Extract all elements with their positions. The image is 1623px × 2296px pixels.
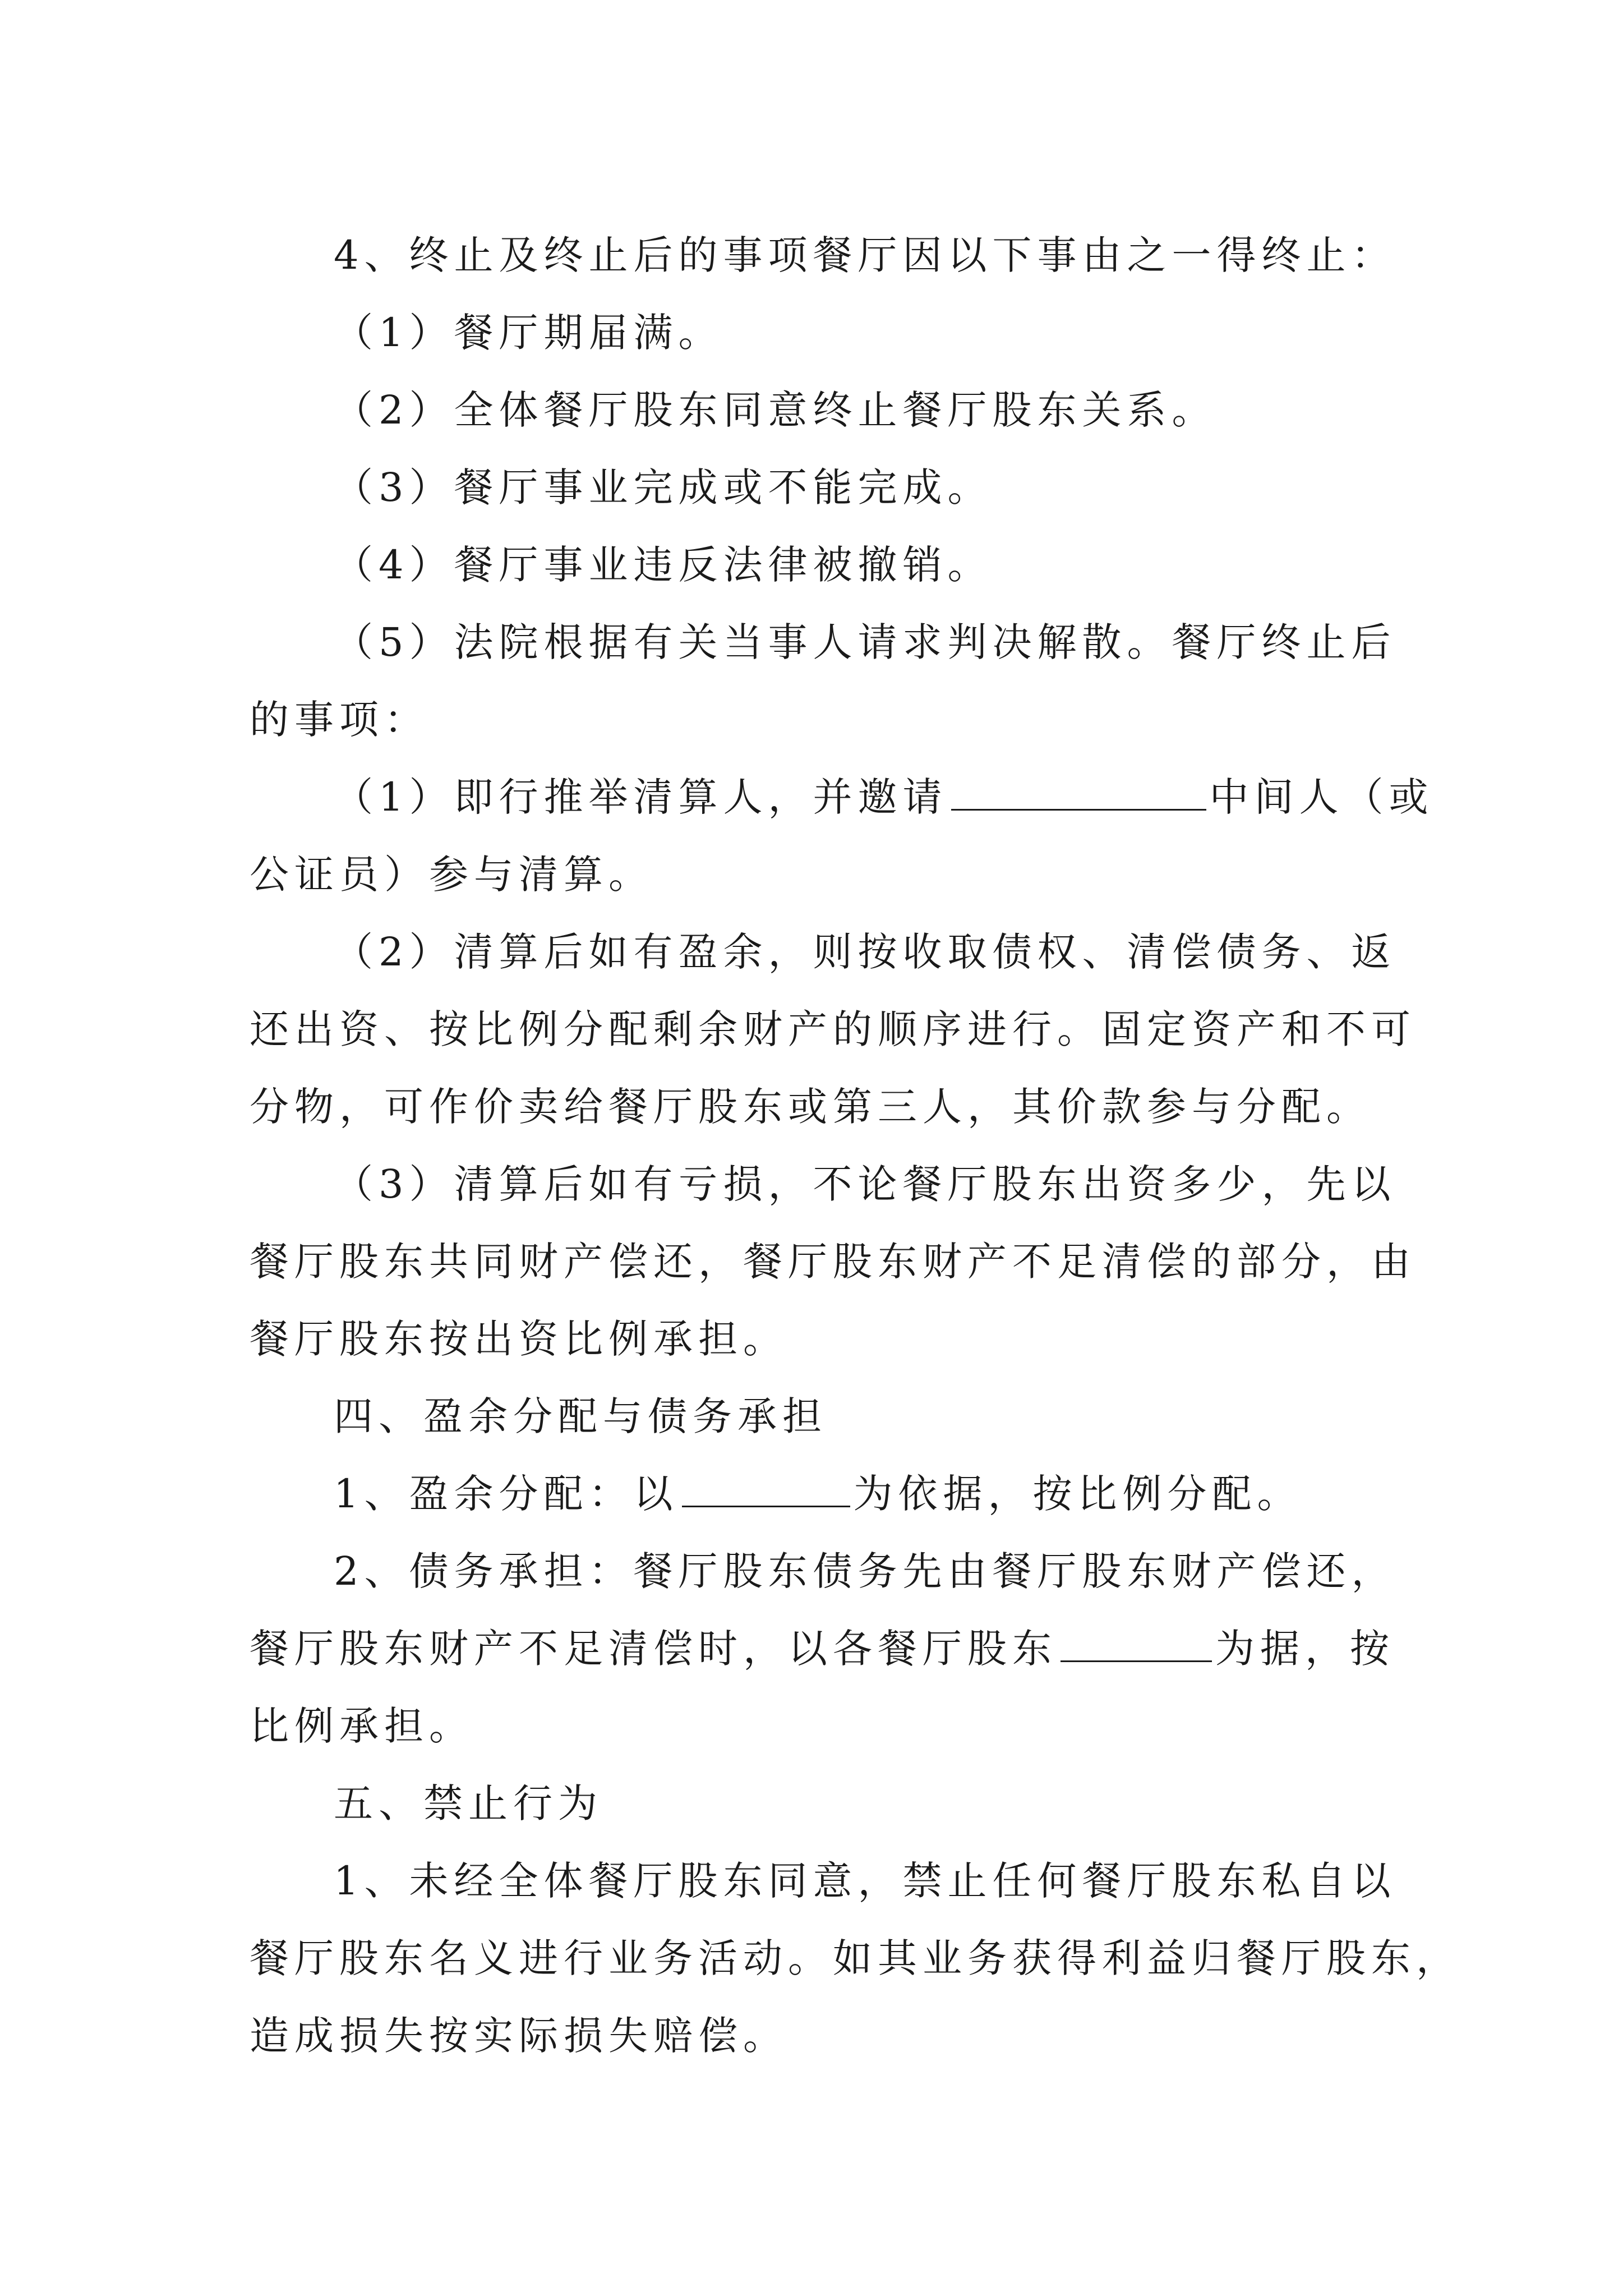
text-segment: 1、盈余分配：以 — [334, 1471, 679, 1517]
document-body — [250, 217, 1461, 2074]
text-line: （5）法院根据有关当事人请求判决解散。餐厅终止后 — [334, 619, 1396, 665]
text-segment: 为据，按 — [1215, 1626, 1395, 1672]
text-line: 造成损失按实际损失赔偿。 — [250, 2013, 788, 2059]
fill-in-blank — [951, 762, 1206, 811]
text-line-with-blank — [250, 1610, 1395, 1687]
text-line-with-blank — [250, 758, 1434, 836]
text-segment: 中间人（或 — [1209, 774, 1434, 820]
fill-in-blank — [682, 1458, 850, 1507]
text-line: 的事项： — [250, 697, 429, 743]
text-line: 2、债务承担：餐厅股东债务先由餐厅股东财产偿还， — [334, 1548, 1396, 1594]
text-line: （2）清算后如有盈余，则按收取债权、清偿债务、返 — [334, 929, 1396, 975]
section-heading: 五、禁止行为 — [334, 1780, 603, 1826]
text-segment: （1）即行推举清算人，并邀请 — [334, 774, 948, 820]
text-line: 餐厅股东名义进行业务活动。如其业务获得利益归餐厅股东， — [250, 1935, 1461, 1981]
text-line: （2）全体餐厅股东同意终止餐厅股东关系。 — [334, 387, 1217, 433]
text-line: 比例承担。 — [250, 1703, 474, 1749]
text-line: 4、终止及终止后的事项餐厅因以下事由之一得终止： — [334, 232, 1396, 278]
text-line-with-blank — [250, 1455, 1377, 1533]
text-line: （3）餐厅事业完成或不能完成。 — [334, 464, 993, 510]
text-line: 餐厅股东按出资比例承担。 — [250, 1316, 788, 1362]
text-line: 分物，可作价卖给餐厅股东或第三人，其价款参与分配。 — [250, 1084, 1371, 1130]
text-line: （4）餐厅事业违反法律被撤销。 — [334, 542, 993, 588]
text-line: 还出资、按比例分配剩余财产的顺序进行。固定资产和不可 — [250, 1006, 1416, 1052]
text-segment: 餐厅股东财产不足清偿时，以各餐厅股东 — [250, 1626, 1057, 1672]
text-line: 公证员）参与清算。 — [250, 852, 653, 898]
text-line: （1）餐厅期届满。 — [334, 310, 723, 356]
text-line: 餐厅股东共同财产偿还，餐厅股东财产不足清偿的部分，由 — [250, 1239, 1416, 1285]
text-line: 1、未经全体餐厅股东同意，禁止任何餐厅股东私自以 — [334, 1858, 1396, 1904]
fill-in-blank — [1061, 1613, 1212, 1662]
section-heading: 四、盈余分配与债务承担 — [334, 1393, 827, 1439]
text-line: （3）清算后如有亏损，不论餐厅股东出资多少，先以 — [334, 1161, 1396, 1207]
text-segment: 为依据，按比例分配。 — [853, 1471, 1302, 1517]
